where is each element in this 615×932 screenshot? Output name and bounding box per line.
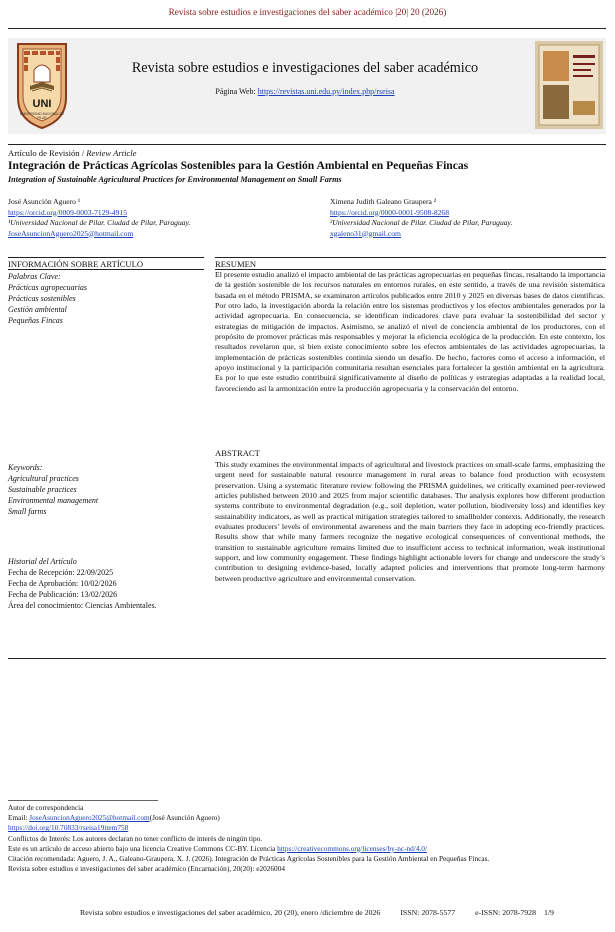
resumen-text: El presente estudio analizó el impacto ambiental de las prácticas agropecuarias en pequeñas fincas, resaltando la importancia de la gestión sostenible de los recursos naturales en entornos rurales, en este sentido, a través de una revisión sistemática basada en el método PRISMA, se examinaron artículos publicados entre 2010 y 2025 en diversas bases de datos científicas. Por otro lado, la investigación aborda la relación entre los sistemas productivos y los efectos ambientales generados por la actividad agropecuaria. En consecuencia, se identifican indicadores clave para evaluar la sostenibilidad del sector y estrategias de mitigación de impactos. Asimismo, se analizó el nivel de conciencia ambiental de los productores, con el propósito de promover prácticas más responsables y mejorar la eficiencia ecológica de la producción. En este contexto, los resultados revelaron que, si bien existe conocimiento sobre los efectos ambientales de las actividades agropecuarias, la implementación de prácticas sostenibles continúa siendo un desafío. De hecho, factores como el acceso a información, el apoyo institucional y la participación comunitaria resultan esenciales para fortalecer la gestión ambiental en la agricultura. Es por lo que este estudio contribuirá significativamente al diseño de políticas y estrategias adaptadas a la realidad local, favoreciendo así la armonización entre la producción agropecuaria y la conservación del entorno. <box>215 270 605 393</box>
author-2-email[interactable]: xgaleno31@gmail.com <box>330 228 401 238</box>
resumen-heading: RESUMEN <box>215 259 257 269</box>
author-1 <box>8 197 308 239</box>
running-header: Revista sobre estudios e investigaciones del saber académico |20| 20 (2026) <box>168 7 447 17</box>
history-area: Área del conocimiento: Ciencias Ambientales. <box>8 601 157 610</box>
page-number: 1/9 <box>543 908 554 917</box>
article-title-en: Integration of Sustainable Agricultural Practices for Environmental Management on Small Farms <box>8 175 342 184</box>
keywords-en-label: Keywords: <box>8 463 43 472</box>
keyword-es: Pequeñas Fincas <box>8 316 63 325</box>
resumen-top-rule <box>215 257 606 258</box>
corr-email[interactable]: JoseAsuncionAguero2025@hotmail.com <box>29 813 150 823</box>
article-title-es: Integración de Prácticas Agrícolas Sostenibles para la Gestión Ambiental en Pequeñas Fincas <box>8 159 469 172</box>
keywords-en <box>8 462 204 517</box>
citation-2: Revista sobre estudios e investigaciones del saber académico (Encarnación), 20(20): e2026004 <box>8 864 285 874</box>
license-link[interactable]: https://creativecommons.org/licenses/by-nc-nd/4.0/ <box>277 843 427 853</box>
university-logo <box>10 40 74 130</box>
banner-title: Revista sobre estudios e investigaciones del saber académico <box>131 60 479 76</box>
corr-email-line <box>8 813 608 823</box>
body-bottom-rule <box>8 658 606 659</box>
abstract-heading: ABSTRACT <box>215 448 260 458</box>
header-divider <box>8 28 606 29</box>
page-footer <box>80 908 554 917</box>
footer-eissn: e-ISSN: 2078-7928 <box>475 908 536 917</box>
info-heading: INFORMACIÓN SOBRE ARTÍCULO <box>8 259 144 269</box>
doi-link[interactable]: https://doi.org/10.70833/rseisa19item758 <box>8 823 129 833</box>
info-top-rule <box>8 257 204 258</box>
keyword-en: Environmental management <box>8 496 99 505</box>
history-approved: Fecha de Aprobación: 10/02/2026 <box>8 579 117 588</box>
article-type-en: Review Article <box>86 148 137 158</box>
footnote-rule <box>8 800 158 801</box>
author-1-orcid[interactable]: https://orcid.org/0009-0003-7129-4915 <box>8 207 128 217</box>
keyword-en: Small farms <box>8 507 47 516</box>
corr-email-suffix: (José Asunción Aguero) <box>149 813 220 823</box>
logo-uni-text: UNI <box>32 98 52 110</box>
footer-issn: ISSN: 2078-5577 <box>400 908 456 917</box>
keyword-es: Gestión ambiental <box>8 305 67 314</box>
conflicts: Conflictos de Interés: Los autores declaran no tener conflicto de interés de ningún tipo. <box>8 833 263 843</box>
banner-web <box>80 87 530 96</box>
author-1-affiliation: ¹Universidad Nacional de Pilar. Ciudad de Pilar, Paraguay. <box>8 218 191 227</box>
journal-banner <box>8 38 606 134</box>
article-history <box>8 556 213 611</box>
keywords-es-label: Palabras Clave: <box>8 272 61 281</box>
keyword-es: Prácticas agropecuarias <box>8 283 88 292</box>
journal-cover-icon <box>535 41 603 129</box>
corr-email-label: Email: <box>8 813 30 823</box>
logo-caption: UNIVERSIDAD NACIONAL DE PILAR <box>19 112 65 120</box>
web-label: Página Web: <box>215 87 258 96</box>
history-received: Fecha de Recepción: 22/09/2025 <box>8 568 114 577</box>
keyword-es: Prácticas sostenibles <box>8 294 76 303</box>
author-1-name: José Asunción Aguero ¹ <box>8 197 81 206</box>
corr-label: Autor de correspondencia <box>8 803 84 812</box>
info-head-rule <box>8 269 204 270</box>
author-2-orcid[interactable]: https://orcid.org/0000-0001-9508-8268 <box>330 207 450 217</box>
web-link[interactable]: https://revistas.uni.edu.py/index.php/rseisa <box>257 87 395 96</box>
citation: Citación recomendada: Aguero, J. A., Galeano-Graupera, X. J. (2026). Integración de Prácticas Agrícolas Sostenibles para la Gestión Ambiental en Pequeñas Fincas. <box>8 854 490 864</box>
keyword-en: Sustainable practices <box>8 485 77 494</box>
title-top-rule <box>8 144 606 145</box>
history-published: Fecha de Publicación: 13/02/2026 <box>8 590 118 599</box>
footer-journal: Revista sobre estudios e investigaciones del saber académico, 20 (20), enero /diciembre de 2026 <box>80 908 381 917</box>
keywords-es <box>8 271 204 326</box>
journal-cover-image <box>535 41 603 129</box>
author-2-affiliation: ²Universidad Nacional de Pilar. Ciudad de Pilar, Paraguay. <box>330 218 513 227</box>
license-line <box>8 844 608 854</box>
license-text: Este es un artículo de acceso abierto bajo una licencia Creative Commons CC-BY. Licencia <box>8 843 278 853</box>
correspondence-block <box>8 803 608 874</box>
author-2-name: Ximena Judith Galeano Graupera ² <box>330 197 437 206</box>
abstract-text: This study examines the environmental impacts of agricultural and livestock practices on small-scale farms, emphasizing the urgent need for sustainable natural resource management in rural areas to balance food production with ecosystem preservation. Using a systematic literature review following the PRISMA guidelines, we critically examined peer-reviewed articles published between 2010 and 2025 from major scientific databases. The analysis explores how different production systems contribute to environmental degradation (e.g., soil depletion, water pollution, biodiversity loss) and identifies key sustainability indicators, as well as practical mitigation strategies tailored to smallholder contexts. Additionally, the research evaluates producers’ levels of environmental awareness and the main barriers they face in adopting eco-friendly practices. Results show that while many farmers recognize the negative ecological consequences of conventional methods, the transition to sustainable agriculture remains limited due to insufficient access to technical information, weak institutional support, and low community engagement. These findings highlight actionable levers for change and underscore the study’s contribution to designing evidence-based, locally adapted policies and interventions that promote long-term harmony between productive agriculture and environmental conservation. <box>215 460 605 583</box>
author-2 <box>330 197 605 239</box>
history-title: Historial del Artículo <box>8 557 77 566</box>
article-type-sep: / <box>79 148 87 158</box>
article-type-es: Artículo de Revisión <box>8 148 80 158</box>
article-type <box>8 148 137 158</box>
keyword-en: Agricultural practices <box>8 474 79 483</box>
author-1-email[interactable]: JoseAsuncionAguero2025@hotmail.com <box>8 228 134 238</box>
